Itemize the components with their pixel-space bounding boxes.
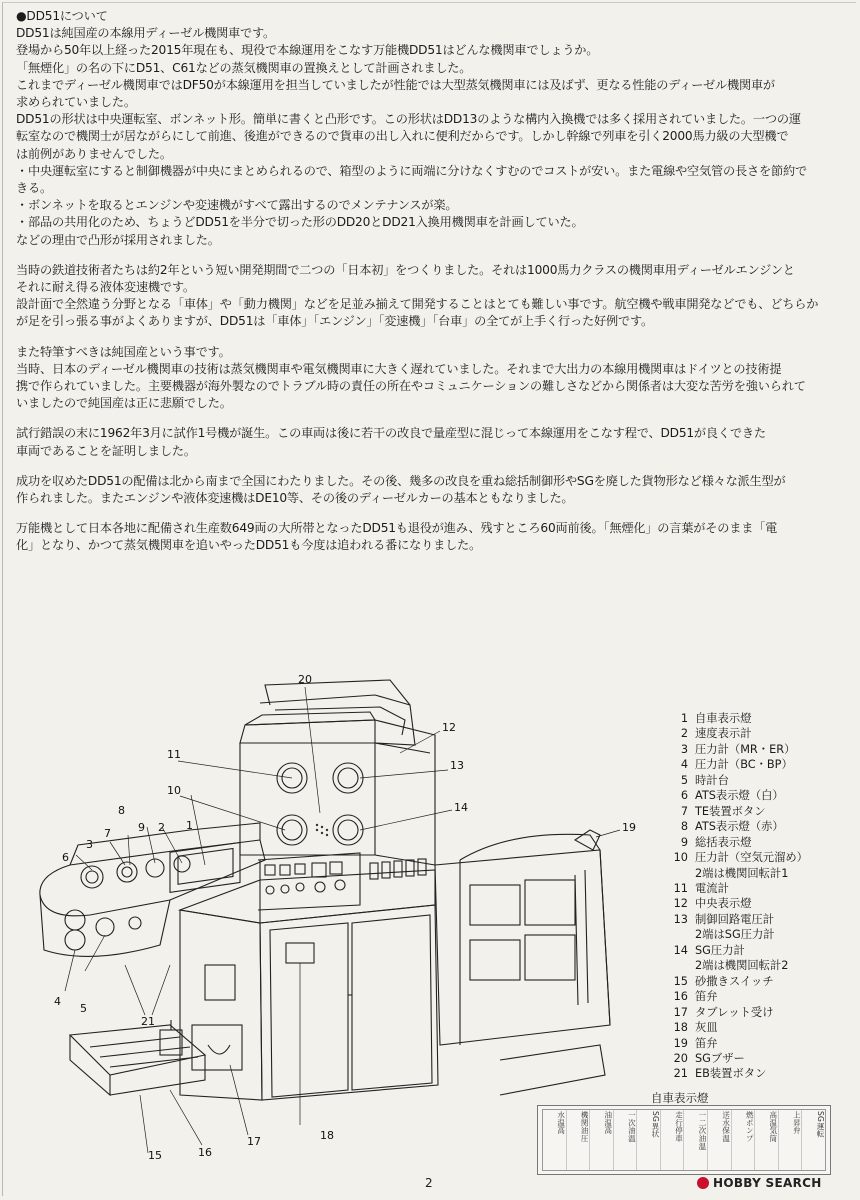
legend-item xyxy=(668,742,858,757)
legend-item xyxy=(668,974,858,989)
legend-label: 笛弁 xyxy=(695,990,718,1004)
legend-number: 1 xyxy=(680,712,688,725)
callout-7: 7 xyxy=(104,827,111,840)
legend-item xyxy=(668,835,858,850)
cabinet-door-right xyxy=(352,915,432,1090)
legend-number: 9 xyxy=(680,835,688,849)
article-line: は前例がありませんでした。 xyxy=(16,146,172,161)
callout-14: 14 xyxy=(454,801,468,814)
top-whistle xyxy=(575,830,600,850)
article-line: 携で作られていました。主要機器が海外製なのでトラブル時の責任の所在やコミュニケーションの難しさなどから関係者は大変な苦労を強いられて xyxy=(16,379,806,394)
article-line: 求められていました。 xyxy=(16,95,136,110)
callout-10: 10 xyxy=(167,784,181,797)
legend-label: 総括表示燈 xyxy=(695,835,752,849)
legend-number: 20 xyxy=(673,1051,688,1065)
legend-item xyxy=(668,912,858,927)
callout-21: 21 xyxy=(141,1015,155,1028)
lamp-indicator-label: 上昇弁 xyxy=(778,1110,802,1170)
lamp-indicator-label: 送水保温 xyxy=(707,1110,731,1170)
legend-label: EB装置ボタン xyxy=(695,1067,767,1081)
legend-item xyxy=(668,711,858,726)
article-line: 作られました。またエンジンや液体変速機はDE10等、その後のディーゼルカーの基本ともなりました。 xyxy=(16,491,574,506)
article-line: 当時、日本のディーゼル機関車の技術は蒸気機関車や電気機関車に大きく遅れていました。それまで大出力の本線用機関車はドイツとの技術提 xyxy=(16,361,782,376)
left-cabinet xyxy=(180,910,262,1100)
article-body xyxy=(16,25,848,554)
legend-item xyxy=(668,788,858,803)
legend-number: 18 xyxy=(673,1021,688,1035)
article-line: 試行錯誤の末に1962年3月に試作1号機が誕生。この車両は後に若干の改良で量産型に混じって本線運用をこなす程で、DD51が良くできた xyxy=(16,426,766,441)
legend-label: 圧力計（MR・ER） xyxy=(695,742,796,756)
legend-label: 電流計 xyxy=(695,881,729,895)
article-line: 当時の鉄道技術者たちは約2年という短い開発期間で二つの「日本初」をつくりました。それは1000馬力クラスの機関車用ディーゼルエンジンと xyxy=(16,262,795,277)
article-line: それに耐え得る液体変速機です。 xyxy=(16,280,195,295)
article-line: きる。 xyxy=(16,181,52,196)
paragraph-gap xyxy=(16,331,848,344)
callout-6: 6 xyxy=(62,851,69,864)
legend-item xyxy=(668,1005,858,1020)
legend-number: 2 xyxy=(680,727,688,741)
paragraph-gap xyxy=(16,249,848,262)
article-heading: ●DD51について xyxy=(16,9,108,23)
legend-item xyxy=(668,804,858,819)
callout-3: 3 xyxy=(86,838,93,851)
legend-item xyxy=(668,773,858,788)
whistle-valve xyxy=(160,1030,182,1055)
legend-sub-label: 2端は機関回転計1 xyxy=(695,866,789,880)
callout-12: 12 xyxy=(442,721,456,734)
article-line: 登場から50年以上経った2015年現在も、現役で本線運用をこなす万能機DD51はどんな機関車でしょうか。 xyxy=(16,43,599,58)
article-line: ・ボンネットを取るとエンジンや変速機がすべて露出するのでメンテナンスが楽。 xyxy=(16,198,458,213)
callout-5: 5 xyxy=(80,1002,87,1015)
article-line: また特筆すべきは純国産という事です。 xyxy=(16,344,231,359)
legend-sub-label: 2端はSG圧力計 xyxy=(695,928,775,942)
article-line: 万能機として日本各地に配備され生産数649両の大所帯となったDD51も退役が進み、残すところ60両前後。「無煙化」の言葉がそのまま「電 xyxy=(16,521,778,536)
cabinet-door-left xyxy=(270,923,348,1097)
article-line: ・中央運転室にすると制御機器が中央にまとめられるので、箱型のように両端に分けなくすむのでコストが安い。また電線や空気管の長さを節約で xyxy=(16,163,807,178)
watermark-text: HOBBY SEARCH xyxy=(713,1176,822,1190)
article-line: 設計面で全然違う分野となる「車体」や「動力機関」などを足並み揃えて開発することはとても難しい事です。航空機や戦車開発などでも、どちらか xyxy=(16,297,819,312)
lamp-indicator-label: SG異状 xyxy=(636,1110,660,1170)
article-line: DD51の形状は中央運転室、ボンネット形。簡単に書くと凸形です。この形状はDD13のような構内入換機では多く採用されていました。一つの運 xyxy=(16,112,801,127)
legend-label: 圧力計（BC・BP） xyxy=(695,758,793,772)
lamp-indicator-label: SG運転 xyxy=(801,1110,825,1170)
lamp-indicator-label: 水温高 xyxy=(556,1111,566,1135)
legend-label: 中央表示燈 xyxy=(695,897,752,911)
legend-number: 16 xyxy=(673,990,688,1004)
console-diagram xyxy=(30,665,650,1165)
article-line: 転室なので機関士が居ながらにして前進、後進ができるので貨車の出し入れに便利だからです。しかし幹線で列車を引く2000馬力級の大型機で xyxy=(16,129,789,144)
legend-label: 灰皿 xyxy=(695,1021,718,1035)
legend-item xyxy=(668,726,858,741)
article-line: などの理由で凸形が採用されました。 xyxy=(16,232,220,247)
legend-label: 速度表示計 xyxy=(695,727,752,741)
paragraph-gap xyxy=(16,507,848,520)
paragraph-gap xyxy=(16,412,848,425)
engine-room xyxy=(435,850,610,1045)
legend-label: 自車表示燈 xyxy=(695,712,752,725)
legend-number: 5 xyxy=(680,773,688,787)
hobby-search-logo-icon xyxy=(697,1177,709,1189)
callout-2: 2 xyxy=(158,821,165,834)
center-switches xyxy=(265,859,426,894)
legend-label: 砂撒きスイッチ xyxy=(695,974,774,988)
legend-number: 8 xyxy=(680,820,688,834)
legend-number: 3 xyxy=(680,742,688,756)
left-gauges xyxy=(65,856,190,950)
lamp-indicator-label: 高温気筒 xyxy=(754,1110,778,1170)
upper-gauges xyxy=(277,763,363,845)
legend-label: タブレット受け xyxy=(695,1005,774,1019)
callout-19: 19 xyxy=(622,821,636,834)
callout-16: 16 xyxy=(198,1146,212,1159)
legend-item xyxy=(668,1051,858,1066)
lamp-indicator-label: 走行停車 xyxy=(660,1110,684,1170)
lamp-indicator-label: 燃ポンプ xyxy=(731,1110,755,1170)
article-line: 車両であることを証明しました。 xyxy=(16,443,196,458)
article-line: DD51は純国産の本線用ディーゼル機関車です。 xyxy=(16,26,276,41)
article xyxy=(16,8,848,555)
legend-label: 圧力計（空気元溜め） xyxy=(695,851,808,865)
article-line: 「無煙化」の名の下にD51、C61などの蒸気機関車の置換えとして計画されました。 xyxy=(16,60,472,75)
legend-item xyxy=(668,943,858,958)
legend-item xyxy=(668,1066,858,1081)
lamp-indicator-label: 機関油圧 xyxy=(566,1110,590,1170)
callout-1: 1 xyxy=(186,819,193,832)
lamp-indicator-label: 一二次油温 xyxy=(683,1110,707,1170)
watermark xyxy=(697,1176,822,1190)
article-line: が足を引っ張る事がよくありますが、DD51は「車体」「エンジン」「変速機」「台車」の全てが上手く行った好例です。 xyxy=(16,314,653,329)
legend-number: 7 xyxy=(680,804,688,818)
legend-item xyxy=(668,896,858,911)
legend-label: 笛弁 xyxy=(695,1036,718,1050)
article-line: 化」となり、かつて蒸気機関車を追いやったDD51も今度は追われる番になりました。 xyxy=(16,538,482,553)
callout-8: 8 xyxy=(118,804,125,817)
article-line: これまでディーゼル機関車ではDF50が本線運用を担当していましたが性能では大型蒸気機関車には及ばず、更なる性能のディーゼル機関車が xyxy=(16,77,775,92)
legend-sub-label: 2端は機関回転計2 xyxy=(695,959,789,973)
callout-9: 9 xyxy=(138,821,145,834)
callout-labels xyxy=(54,673,636,1162)
legend-number: 10 xyxy=(673,851,688,865)
legend-label: 時計台 xyxy=(695,773,729,787)
callout-11: 11 xyxy=(167,748,181,761)
article-line: いましたので純国産は正に悲願でした。 xyxy=(16,396,232,411)
article-line: 成功を収めたDD51の配備は北から南まで全国にわたりました。その後、幾多の改良を重ね総括制御形やSGを廃した貨物形など様々な派生型が xyxy=(16,473,786,488)
sand-step xyxy=(70,1025,205,1075)
legend-number: 6 xyxy=(680,789,688,803)
callout-18: 18 xyxy=(320,1129,334,1142)
lamp-indicator-label: 一次油温 xyxy=(613,1110,637,1170)
legend-number: 4 xyxy=(680,758,688,772)
legend-number: 21 xyxy=(673,1067,688,1081)
lamp-indicator-label: 油温高 xyxy=(589,1110,613,1170)
legend-number: 11 xyxy=(673,881,688,895)
paragraph-gap xyxy=(16,460,848,473)
lamp-panel-title: 自車表示燈 xyxy=(651,1091,709,1105)
lamp-panel-grid xyxy=(542,1109,826,1171)
callout-4: 4 xyxy=(54,995,61,1008)
legend-item xyxy=(668,850,858,865)
ashtray xyxy=(286,943,314,963)
legend-item xyxy=(668,881,858,896)
legend-label: SGブザー xyxy=(695,1051,745,1065)
callout-13: 13 xyxy=(450,759,464,772)
legend-label: SG圧力計 xyxy=(695,943,745,957)
legend-label: ATS表示燈（赤） xyxy=(695,820,784,834)
legend-number: 19 xyxy=(673,1036,688,1050)
article-line: ・部品の共用化のため、ちょうどDD51を半分で切った形のDD20とDD21入換用機関車を計画していた。 xyxy=(16,215,584,230)
switch-row xyxy=(258,853,360,910)
legend-label: 制御回路電圧計 xyxy=(695,912,775,926)
callout-15: 15 xyxy=(148,1149,162,1162)
legend-number: 17 xyxy=(673,1005,688,1019)
center-desk xyxy=(180,870,435,923)
legend-number: 14 xyxy=(673,943,688,957)
main-cabinet xyxy=(260,905,438,1100)
legend-item xyxy=(668,819,858,834)
callout-20: 20 xyxy=(298,673,312,686)
legend-label: ATS表示燈（白） xyxy=(695,789,784,803)
legend-number: 15 xyxy=(673,974,688,988)
legend-label: TE装置ボタン xyxy=(695,804,766,818)
legend-item xyxy=(668,1036,858,1051)
top-visor xyxy=(260,695,415,745)
legend-item xyxy=(668,757,858,772)
legend-number: 12 xyxy=(673,897,688,911)
legend-number: 13 xyxy=(673,912,688,926)
parts-legend xyxy=(668,711,858,1082)
legend-item xyxy=(668,989,858,1004)
page-number: 2 xyxy=(425,1176,433,1190)
callout-17: 17 xyxy=(247,1135,261,1148)
legend-item xyxy=(668,1020,858,1035)
lamp-panel xyxy=(537,1105,831,1175)
